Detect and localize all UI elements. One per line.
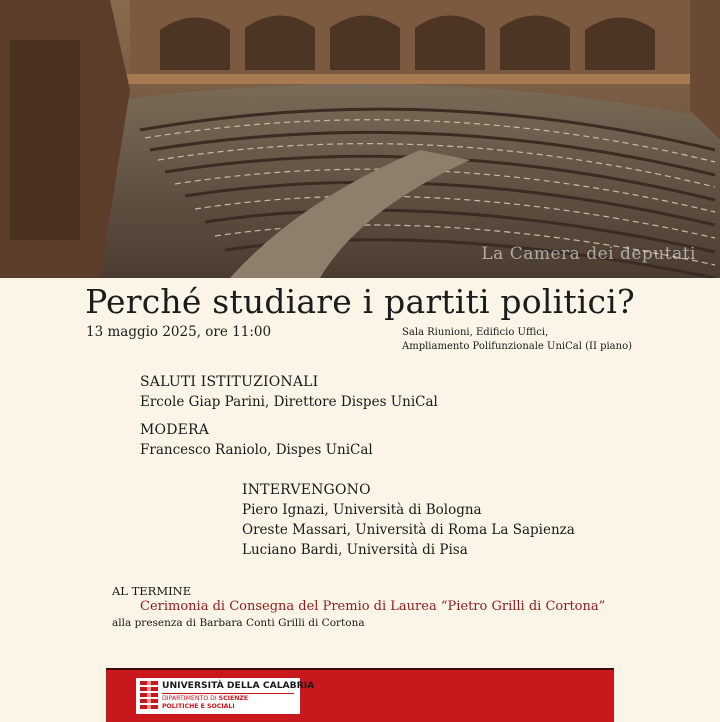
- closing-label: AL TERMINE: [112, 584, 192, 598]
- dept-line-2: POLITICHE E SOCIALI: [162, 703, 235, 710]
- parliament-photo: [0, 0, 720, 278]
- dept-bold: SCIENZE: [218, 695, 249, 702]
- university-emblem-icon: [140, 681, 158, 711]
- modera-section: [140, 420, 373, 460]
- saluti-speaker: Ercole Giap Parini, Direttore Dispes UniCal: [140, 394, 438, 410]
- saluti-heading: SALUTI ISTITUZIONALI: [140, 374, 319, 390]
- speaker-1: Piero Ignazi, Università di Bologna: [242, 502, 482, 518]
- venue-line-1: Sala Riunioni, Edificio Uffici,: [402, 327, 549, 338]
- university-logo: [136, 678, 315, 714]
- logo-divider: [162, 693, 294, 694]
- saluti-section: [140, 372, 438, 412]
- modera-heading: MODERA: [140, 422, 210, 438]
- ceremony-presence: alla presenza di Barbara Conti Grilli di Cortona: [112, 617, 365, 629]
- department-name: [162, 695, 248, 711]
- intervengono-heading: INTERVENGONO: [242, 482, 371, 498]
- event-venue: [402, 326, 632, 354]
- modera-speaker: Francesco Raniolo, Dispes UniCal: [140, 442, 373, 458]
- intervengono-section: [242, 480, 575, 560]
- speaker-2: Oreste Massari, Università di Roma La Sapienza: [242, 522, 575, 538]
- event-title: Perché studiare i partiti politici?: [85, 282, 635, 321]
- photo-watermark: La Camera dei deputati: [481, 244, 696, 264]
- dept-prefix: DIPARTIMENTO DI: [162, 695, 219, 702]
- ceremony-title: Cerimonia di Consegna del Premio di Laurea “Pietro Grilli di Cortona”: [140, 599, 606, 614]
- speaker-3: Luciano Bardi, Università di Pisa: [242, 542, 468, 558]
- venue-line-2: Ampliamento Polifunzionale UniCal (II piano): [402, 341, 632, 352]
- closing-section: [112, 584, 605, 630]
- footer-banner: [106, 668, 614, 722]
- event-date: 13 maggio 2025, ore 11:00: [86, 324, 272, 340]
- university-name: UNIVERSITÀ DELLA CALABRIA: [162, 680, 315, 691]
- parliament-chamber-illustration: [0, 0, 720, 278]
